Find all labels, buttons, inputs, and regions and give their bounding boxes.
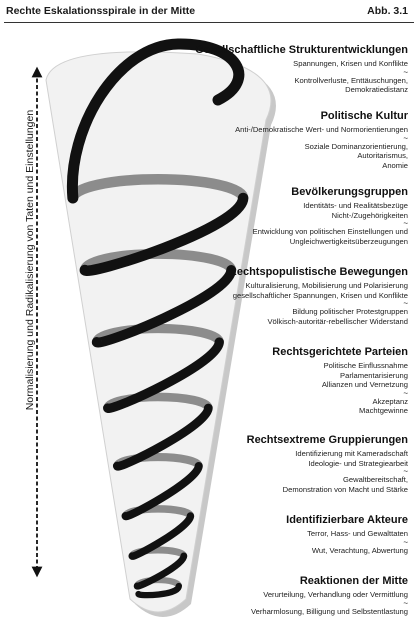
level-title: Politische Kultur: [320, 110, 408, 122]
level-description-line: Anti-/Demokratische Wert- und Normorientierungen: [235, 125, 408, 134]
level-separator-tilde: ~: [403, 388, 408, 398]
level-description-line: gesellschaftlicher Spannungen, Krisen und Konflikte: [232, 290, 408, 300]
level-block: [272, 346, 408, 416]
level-description-line: Ungleichwertigkeitsüberzeugungen: [289, 236, 408, 246]
level-separator-tilde: ~: [403, 133, 408, 143]
level-description-line: Bildung politischer Protestgruppen: [292, 307, 408, 317]
level-block: [286, 514, 408, 555]
level-description-line: Akzeptanz: [372, 396, 408, 406]
level-description-line: Wut, Verachtung, Abwertung: [311, 545, 408, 555]
level-description-line: Entwicklung von politischen Einstellungen und: [252, 227, 408, 237]
level-description-line: Identitäts- und Realitätsbezüge: [303, 201, 408, 210]
level-block: [195, 44, 408, 95]
level-description-line: Autoritarismus,: [357, 151, 408, 161]
level-description-line: Kontrollverluste, Enttäuschungen,: [294, 75, 408, 85]
level-title: Rechtspopulistische Bewegungen: [228, 266, 408, 278]
level-description-line: Machtgewinne: [359, 406, 408, 416]
level-description-line: Soziale Dominanzorientierung,: [304, 141, 408, 151]
level-description-line: Allianzen und Vernetzung: [321, 380, 408, 390]
figure-title: Rechte Eskalationsspirale in der Mitte: [6, 5, 196, 17]
level-separator-tilde: ~: [403, 219, 408, 229]
level-block: [235, 110, 408, 170]
level-title: Bevölkerungsgruppen: [291, 186, 408, 198]
level-block: [247, 434, 408, 494]
level-title: Reaktionen der Mitte: [299, 575, 408, 587]
level-separator-tilde: ~: [403, 299, 408, 309]
level-description-line: Identifizierung mit Kameradschaft: [295, 449, 408, 458]
level-description-line: Demokratiedistanz: [345, 85, 408, 95]
level-separator-tilde: ~: [403, 67, 408, 77]
level-title: Rechtsgerichtete Parteien: [272, 346, 408, 358]
level-description-line: Nicht-/Zugehörigkeiten: [331, 210, 408, 220]
level-block: [253, 186, 408, 246]
level-title: Rechtsextreme Gruppierungen: [246, 434, 408, 446]
level-description-line: Demonstration von Macht und Stärke: [282, 484, 408, 494]
level-separator-tilde: ~: [403, 467, 408, 477]
figure-number: Abb. 3.1: [367, 5, 408, 17]
level-title: Gesellschaftliche Strukturentwicklungen: [195, 44, 408, 56]
level-description-line: Verurteilung, Verhandlung oder Vermittlung: [263, 590, 408, 599]
level-description-line: Spannungen, Krisen und Konflikte: [293, 59, 408, 68]
axis-label: Normalisierung und Radikalisierung von Taten und Einstellungen: [24, 109, 36, 411]
level-description-line: Völkisch-autoritär-rebellischer Widerstand: [267, 316, 408, 326]
level-description-line: Ideologie- und Strategiearbeit: [308, 458, 408, 468]
level-block: [229, 266, 408, 326]
level-separator-tilde: ~: [403, 537, 408, 547]
level-description-line: Anomie: [382, 160, 408, 170]
level-title: Identifizierbare Akteure: [286, 514, 408, 526]
level-description-line: Gewaltbereitschaft,: [343, 475, 408, 485]
level-description-line: Kulturalisierung, Mobilisierung und Polarisierung: [245, 281, 408, 290]
level-description-line: Verharmlosung, Billigung und Selbstentlastung: [250, 606, 408, 616]
level-block: [251, 575, 408, 616]
level-description-line: Parlamentarisierung: [340, 370, 408, 380]
level-description-line: Politische Einflussnahme: [323, 361, 408, 370]
level-separator-tilde: ~: [403, 598, 408, 608]
level-description-line: Terror, Hass- und Gewalttaten: [307, 529, 408, 538]
